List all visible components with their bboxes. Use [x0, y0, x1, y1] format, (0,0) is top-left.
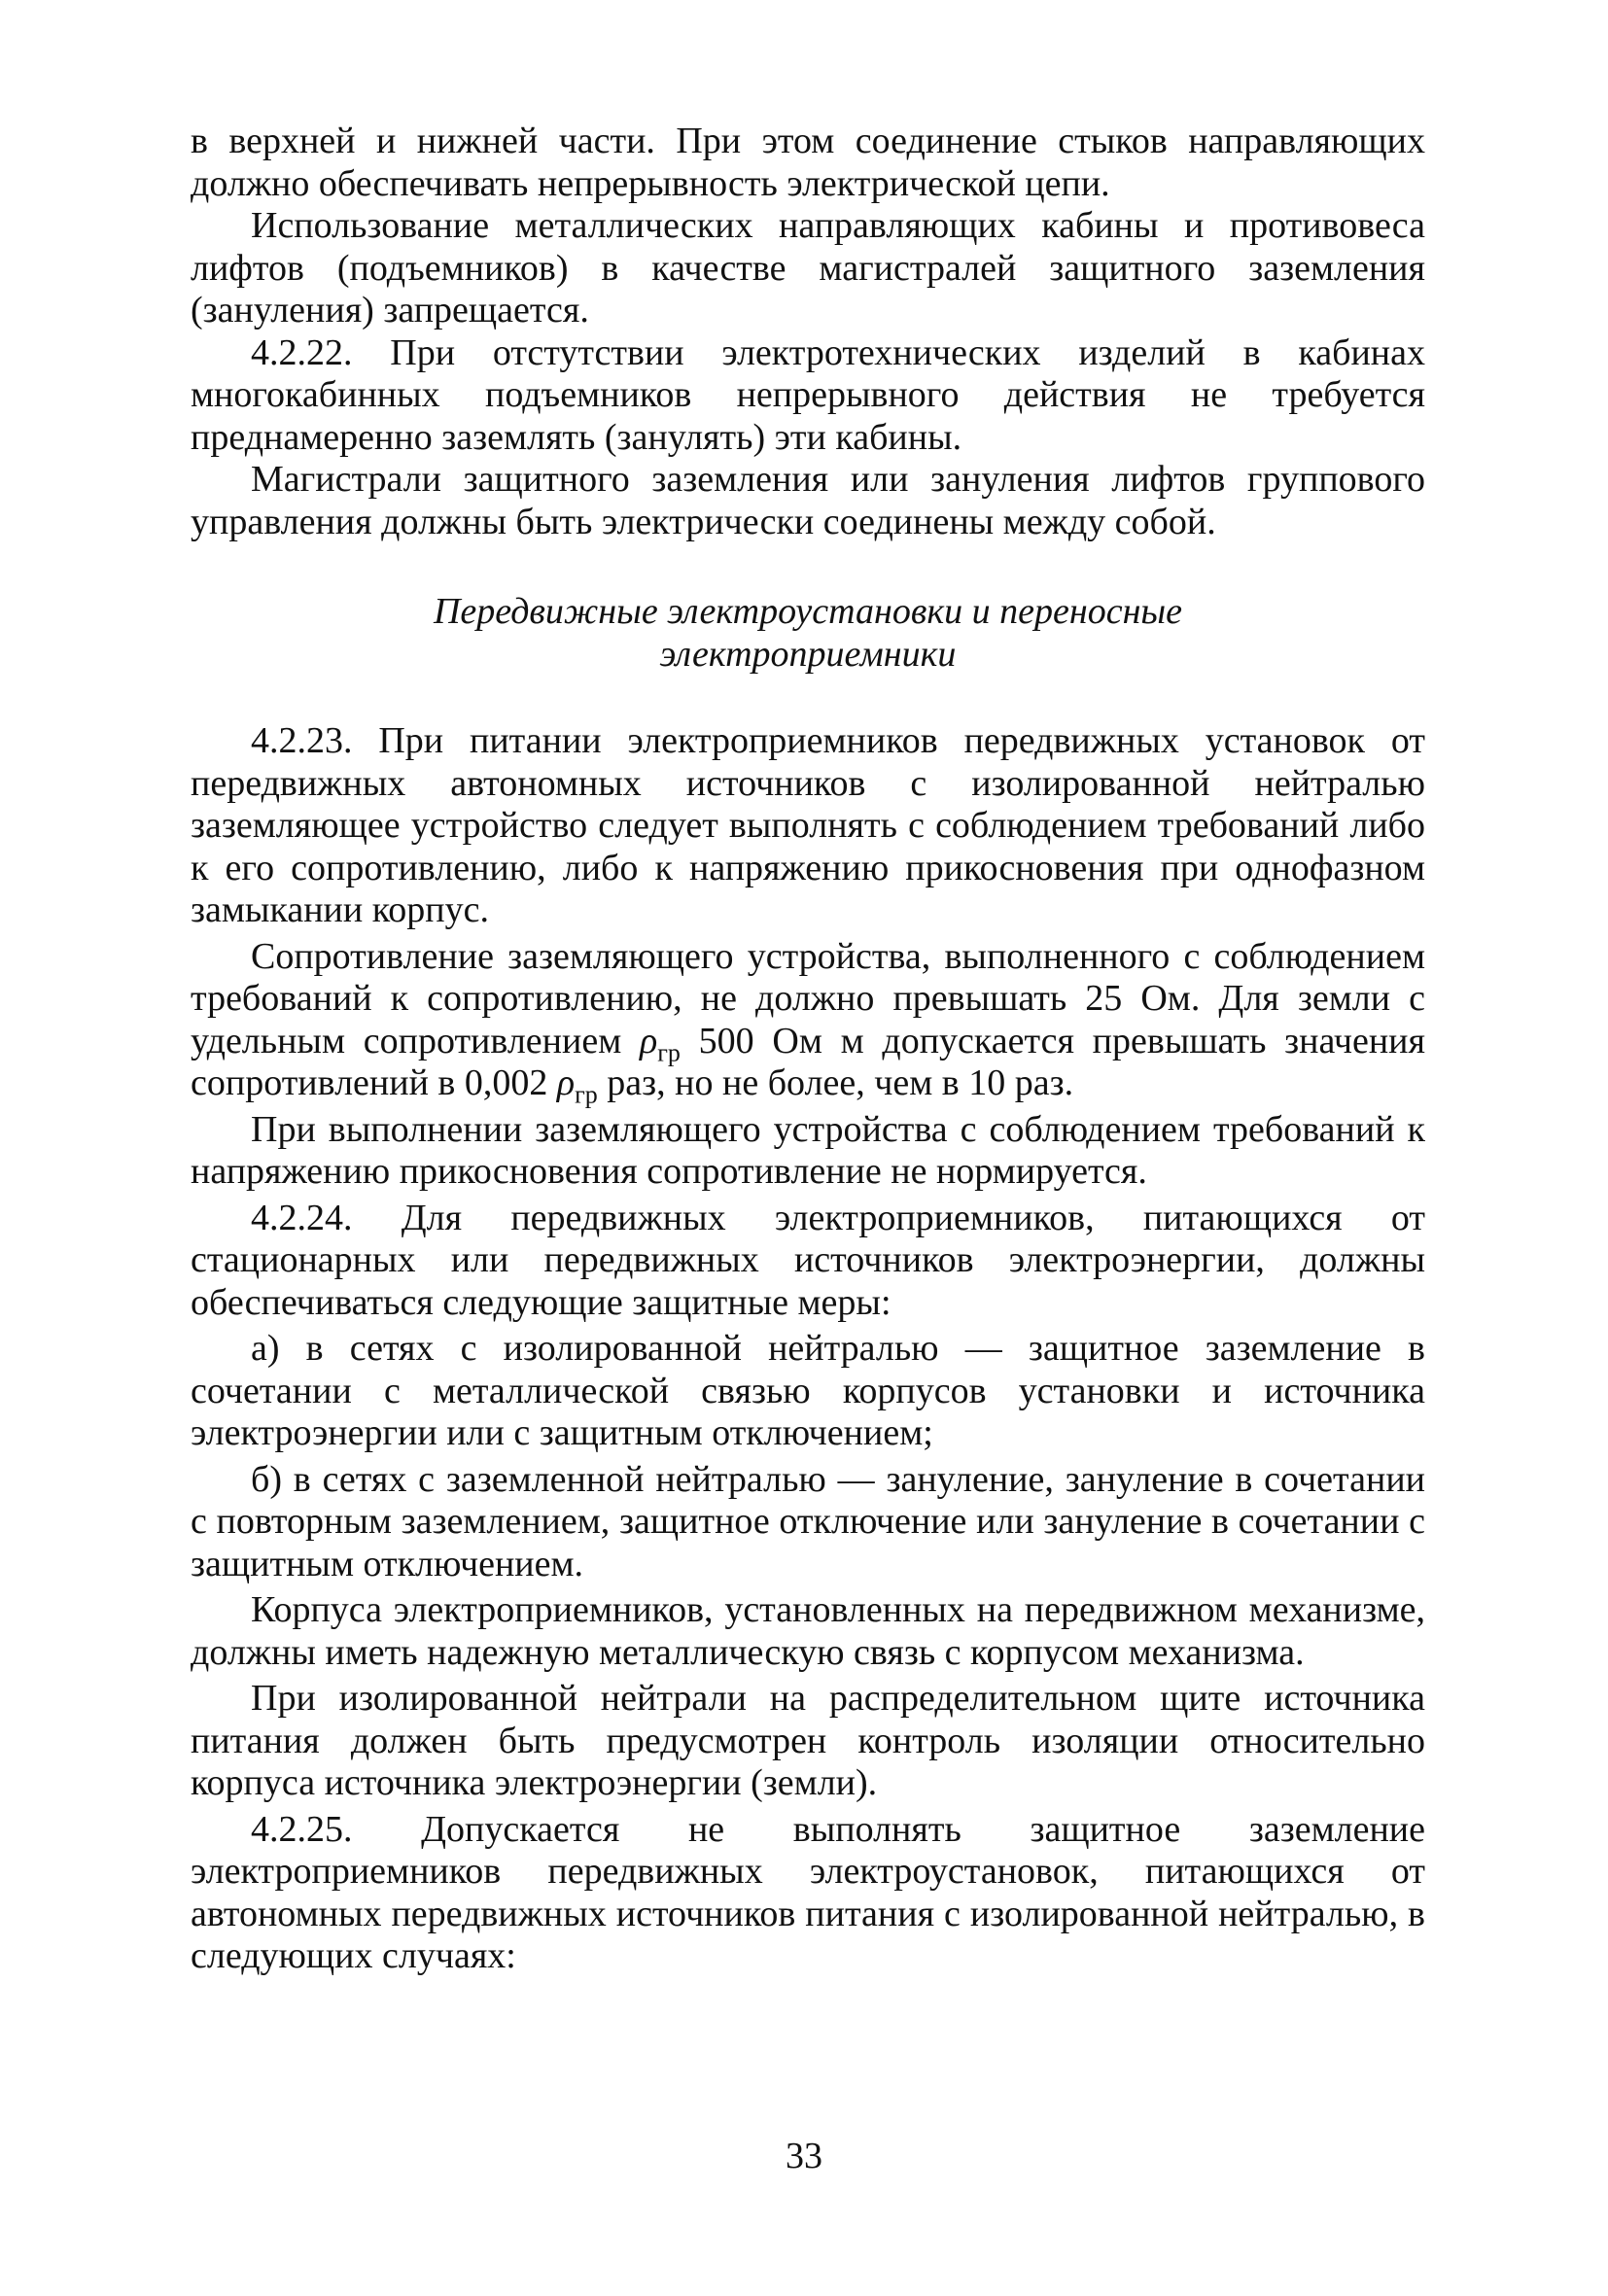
document-page — [191, 121, 1425, 1978]
paragraph-group-control: Магистрали защитного заземления или зануления лифтов группового управления должны быть электрически соединены между собой. — [191, 459, 1425, 542]
paragraph-touch-voltage: При выполнении заземляющего устройства с соблюдением требований к напряжению прикосновения сопротивление не нормируется. — [191, 1108, 1425, 1192]
page-number: 33 — [786, 2136, 822, 2176]
paragraph-4-2-24: 4.2.24. Для передвижных электроприемников, питающихся от стационарных или передвижных источников электроэнергии, должны обеспечиваться следующие защитные меры: — [191, 1197, 1425, 1323]
list-item-b: б) в сетях с заземленной нейтралью — зануление, зануление в сочетании с повторным заземлением, защитное отключение или зануление в сочетании с защитным отключением. — [191, 1458, 1425, 1584]
section-heading-line-1: Передвижные электроустановки и переносные — [433, 591, 1183, 632]
resistance-text-2: 500 Ом м допускается превышать значения сопротивлений в 0,002 — [191, 1020, 1425, 1103]
section-heading-line-2: электроприемники — [659, 634, 957, 675]
list-item-a: а) в сетях с изолированной нейтралью — защитное заземление в сочетании с металлической связью корпусов установки и источника электроэнергии или с защитным отключением; — [191, 1328, 1425, 1453]
rho-symbol-1: ρ — [639, 1020, 658, 1061]
rho-symbol-2: ρ — [556, 1062, 576, 1103]
paragraph-4-2-23: 4.2.23. При питании электроприемников передвижных установок от передвижных автономных источников с изолированной нейтралью заземляющее устройство следует выполнять с соблюдением требований либо к его сопротивлению, либо к напряжению прикосновения при однофазном замыкании корпус. — [191, 720, 1425, 930]
paragraph-insulation-control: При изолированной нейтрали на распределительном щите источника питания должен быть предусмотрен контроль изоляции относительно корпуса источника электроэнергии (земли). — [191, 1678, 1425, 1803]
paragraph-mechanism-housing: Корпуса электроприемников, установленных на передвижном механизме, должны иметь надежную металлическую связь с корпусом механизма. — [191, 1589, 1425, 1673]
paragraph-resistance — [191, 935, 1425, 1109]
rho-subscript-2: гр — [575, 1080, 598, 1109]
section-heading — [191, 590, 1425, 676]
paragraph-4-2-22: 4.2.22. При отстутствии электротехнических изделий в кабинах многокабинных подъемников непрерывного действия не требуется преднамеренно заземлять (занулять) эти кабины. — [191, 331, 1425, 458]
resistance-text-3: раз, но не более, чем в 10 раз. — [597, 1062, 1074, 1103]
paragraph-guides-prohibition: Использование металлических направляющих кабины и противовеса лифтов (подъемников) в качестве магистралей защитного заземления (зануления) запрещается. — [191, 205, 1425, 330]
paragraph-4-2-25: 4.2.25. Допускается не выполнять защитное заземление электроприемников передвижных электроустановок, питающихся от автономных передвижных источников питания с изолированной нейтралью, в следующих случаях: — [191, 1808, 1425, 1976]
resistance-text-1: Сопротивление заземляющего устройства, выполненного с соблюдением требований к сопротивлению, не должно превышать 25 Ом. Для земли с удельным сопротивлением — [191, 935, 1425, 1061]
rho-subscript-1: гр — [657, 1038, 681, 1067]
paragraph-continuation: в верхней и нижней части. При этом соединение стыков направляющих должно обеспечивать непрерывность электрической цепи. — [191, 121, 1425, 204]
